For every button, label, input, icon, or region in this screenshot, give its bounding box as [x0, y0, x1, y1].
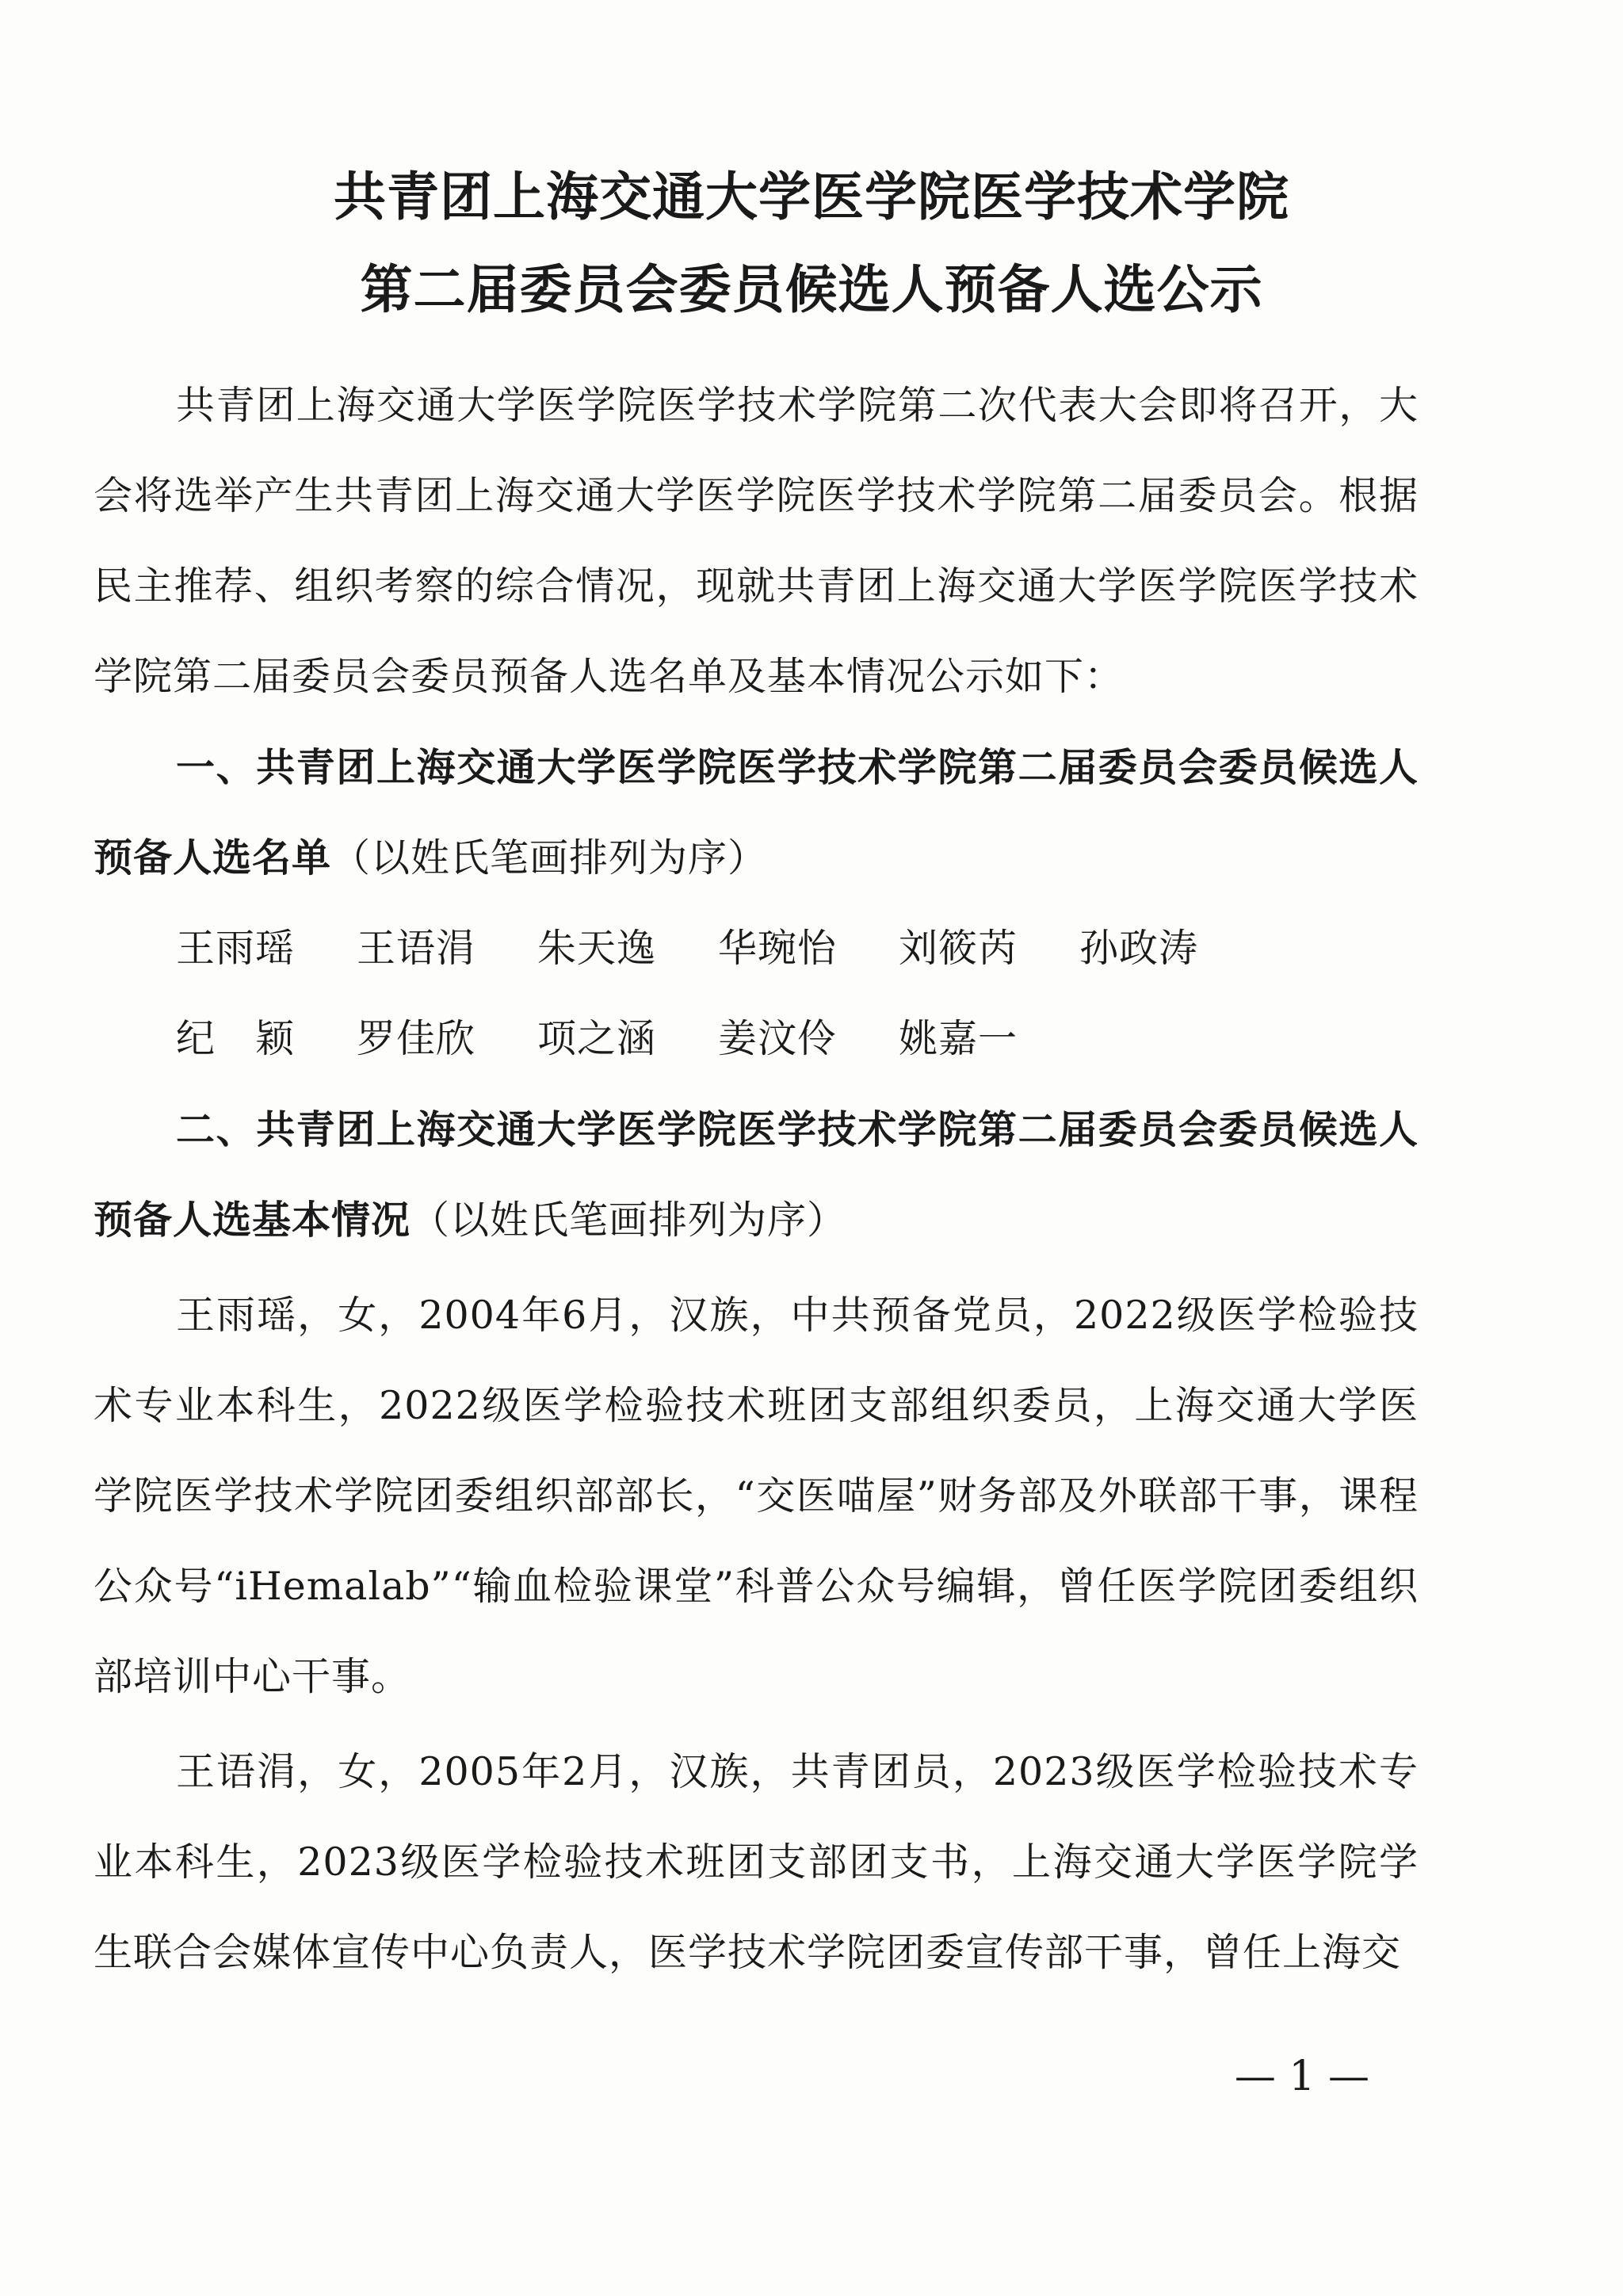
- candidate-name: 朱天逸: [537, 926, 657, 971]
- section2-heading-text: 二、共青团上海交通大学医学院医学技术学院第二届委员会委员候选人预备人选基本情况: [94, 1106, 1419, 1243]
- candidate-name: 王雨瑶: [176, 926, 296, 971]
- candidate-name: 姚嘉一: [899, 1016, 1018, 1061]
- candidate-name: 项之涵: [537, 1016, 657, 1061]
- bio-paragraph: 王语涓，女，2005年2月，汉族，共青团员，2023级医学检验技术专业本科生，2023级医学检验技术班团支部团支书，上海交通大学医学院学生联合会媒体宣传中心负责人，医学技术学院团委宣传部干事，曾任上海交: [94, 1749, 1419, 1975]
- page-title-line1: 共青团上海交通大学医学院医学技术学院: [334, 166, 1289, 227]
- candidate-name: 孙政涛: [1079, 926, 1199, 971]
- candidate-name: 纪 颖: [176, 1016, 296, 1061]
- candidate-name: 华琬怡: [718, 926, 838, 971]
- document-body: [94, 361, 1419, 1998]
- names-row-1: [94, 904, 1419, 994]
- section2-heading-note: （以姓氏笔画排列为序）: [411, 1198, 847, 1243]
- candidate-name: 罗佳欣: [357, 1016, 476, 1061]
- names-row-2: [94, 994, 1419, 1084]
- page-number: — 1 —: [1234, 2053, 1369, 2100]
- candidate-name: 姜汶伶: [718, 1016, 838, 1061]
- section1-heading-text: 一、共青团上海交通大学医学院医学技术学院第二届委员会委员候选人预备人选名单: [94, 744, 1419, 881]
- section1-heading-note: （以姓氏笔画排列为序）: [331, 835, 768, 881]
- candidate-name: 王语涓: [357, 926, 476, 971]
- candidate-name: 刘筱芮: [899, 926, 1018, 971]
- section1-heading: [94, 722, 1419, 904]
- section2-heading: [94, 1084, 1419, 1266]
- intro-paragraph: 共青团上海交通大学医学院医学技术学院第二次代表大会即将召开，大会将选举产生共青团上海交通大学医学院医学技术学院第二届委员会。根据民主推荐、组织考察的综合情况，现就共青团上海交通大学医学院医学技术学院第二届委员会委员预备人选名单及基本情况公示如下：: [94, 383, 1419, 699]
- page-title-line2: 第二届委员会委员候选人预备人选公示: [360, 259, 1263, 320]
- bio-paragraph: 王雨瑶，女，2004年6月，汉族，中共预备党员，2022级医学检验技术专业本科生，2022级医学检验技术班团支部组织委员，上海交通大学医学院医学技术学院团委组织部部长，“交医喵屋”财务部及外联部干事，课程公众号“iHemalab”“输血检验课堂”科普公众号编辑，曾任医学院团委组织部培训中心干事。: [94, 1293, 1419, 1699]
